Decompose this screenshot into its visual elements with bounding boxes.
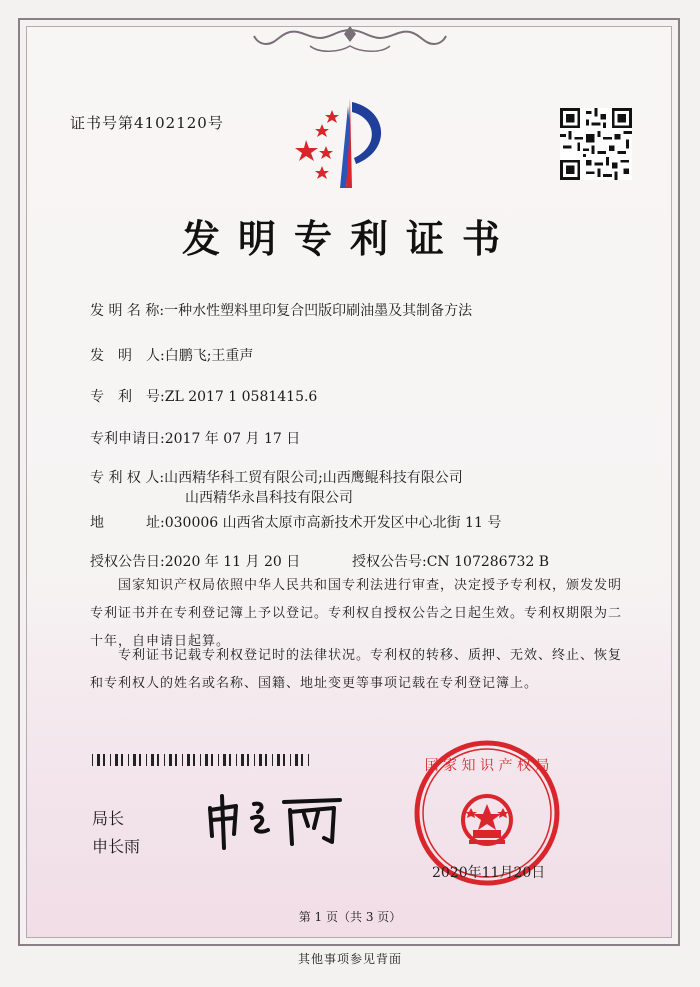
cert-number-value: 4102120: [134, 114, 208, 132]
field-value: 030006 山西省太原市高新技术开发区中心北街 11 号: [164, 515, 502, 531]
field-label: 发 明 名 称:: [90, 303, 165, 319]
director-title: 局长: [92, 809, 125, 828]
field-grant-date: [90, 551, 300, 571]
field-label: 地 址:: [90, 515, 165, 531]
field-value: 一种水性塑料里印复合凹版印刷油墨及其制备方法: [164, 303, 473, 319]
svg-text:国 家 知 识 产 权 局: 国 家 知 识 产 权 局: [424, 758, 550, 774]
field-label: 专利申请日:: [90, 431, 165, 447]
field-value: 白鹏飞;王重声: [164, 348, 254, 364]
field-label: 发 明 人:: [90, 348, 165, 364]
certificate-number: [70, 112, 224, 133]
field-label: 授权公告日:: [90, 554, 165, 570]
field-value: 2020 年 11 月 20 日: [164, 554, 301, 570]
director-signature: [200, 790, 350, 850]
field-label: 授权公告号:: [352, 554, 427, 570]
top-ornament: [250, 24, 450, 58]
field-value: 山西精华科工贸有限公司;山西鹰鲲科技有限公司: [164, 470, 463, 486]
seal-date: 2020年11月20日: [432, 865, 546, 881]
field-address: [90, 512, 501, 532]
back-note: 其他事项参见背面: [297, 952, 402, 966]
field-label: 专 利 号:: [90, 389, 165, 405]
field-filing-date: [90, 428, 300, 448]
field-label: 专 利 权 人:: [90, 470, 165, 486]
field-grant-no: [352, 551, 549, 571]
director-name: 申长雨: [92, 837, 141, 856]
field-value: CN 107286732 B: [426, 554, 550, 570]
qr-code: [560, 108, 632, 180]
page-number: 第 1 页（共 3 页）: [298, 910, 402, 924]
field-patentee-line2: [185, 487, 353, 507]
cert-number-suffix: 号: [207, 114, 224, 132]
field-patentee: [90, 467, 463, 487]
barcode: [92, 754, 312, 766]
document-title: 发明专利证书: [181, 216, 518, 261]
field-inventor: [90, 345, 253, 365]
statement-paragraph-2: 专利证书记载专利权登记时的法律状况。专利权的转移、质押、无效、终止、恢复和专利权人的姓名或名称、国籍、地址变更等事项记载在专利登记簿上。: [90, 648, 623, 691]
cert-number-label: 证书号第: [70, 114, 135, 132]
cnipa-logo-icon: [292, 88, 402, 198]
statement-paragraph-1: 国家知识产权局依照中华人民共和国专利法进行审查，决定授予专利权，颁发发明专利证书并在专利登记簿上予以登记。专利权自授权公告之日起生效。专利权期限为二十年，自申请日起算。: [90, 578, 623, 649]
field-value: 2017 年 07 月 17 日: [164, 431, 301, 447]
field-value: 山西精华永昌科技有限公司: [185, 490, 353, 506]
field-value: ZL 2017 1 0581415.6: [164, 389, 318, 405]
field-invention-name: [90, 300, 472, 320]
field-patent-no: [90, 386, 317, 406]
